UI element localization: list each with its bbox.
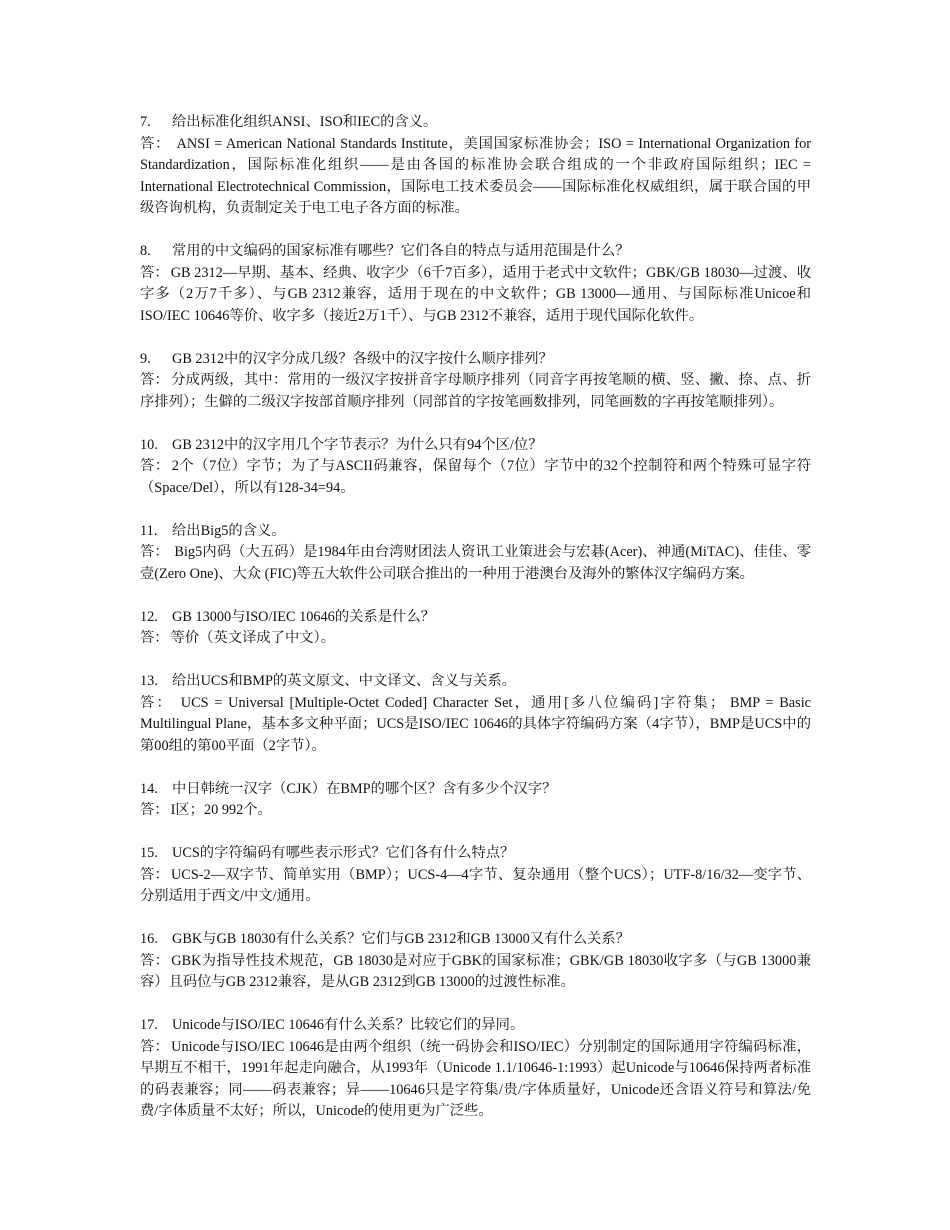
answer-text: 等价（英文译成了中文）。 — [170, 630, 336, 646]
answer — [140, 456, 811, 499]
answer-text: UCS-2—双字节、简单实用（BMP）；UCS-4—4字节、复杂通用（整个UCS）；UTF-8/16/32—变字节、分别适用于西文/中文/通用。 — [140, 866, 811, 904]
question — [140, 607, 811, 629]
answer-label: 答： — [140, 264, 169, 281]
answer-label: 答： — [140, 372, 170, 388]
answer — [140, 542, 811, 585]
question-text: 给出Big5的含义。 — [172, 522, 286, 539]
question-number: 10. — [140, 436, 158, 453]
answer — [140, 628, 811, 650]
answer — [140, 800, 811, 822]
qa-item-10 — [140, 435, 811, 500]
answer — [140, 951, 811, 994]
answer-label: 答： — [140, 802, 169, 818]
question-number: 12. — [140, 608, 158, 625]
question — [140, 843, 811, 865]
question-text: GBK与GB 18030有什么关系？它们与GB 2312和GB 13000又有什么关系？ — [172, 931, 630, 947]
answer-label: 答： — [140, 694, 173, 711]
question-number: 14. — [140, 780, 158, 797]
answer-text: 分成两级，其中：常用的一级汉字按拼音字母顺序排列（同音字再按笔顺的横、竖、撇、捺、点、折序排列）；生僻的二级汉字按部首顺序排列（同部首的字按笔画数排列，同笔画数的字再按笔顺排列）。 — [140, 372, 812, 410]
answer-label: 答： — [140, 544, 169, 560]
question-number: 15. — [140, 845, 158, 861]
question-text: Unicode与ISO/IEC 10646有什么关系？比较它们的异同。 — [172, 1017, 525, 1033]
question-text: UCS的字符编码有哪些表示形式？它们各有什么特点？ — [172, 845, 515, 861]
answer-label: 答： — [140, 866, 169, 883]
qa-item-17 — [140, 1015, 811, 1123]
question-number: 11. — [140, 522, 158, 539]
answer-label: 答： — [140, 458, 170, 474]
document-page — [140, 112, 811, 1144]
answer-label: 答： — [140, 135, 171, 152]
question-text: GB 2312中的汉字分成几级？各级中的汉字按什么顺序排列？ — [172, 350, 553, 367]
question — [140, 929, 811, 951]
answer-label: 答： — [140, 630, 169, 646]
answer — [140, 865, 811, 908]
qa-item-8 — [140, 241, 811, 327]
question-text: 给出标准化组织ANSI、ISO和IEC的含义。 — [172, 114, 438, 130]
question — [140, 521, 811, 543]
question — [140, 779, 811, 801]
answer — [140, 134, 811, 220]
answer-text: UCS = Universal [Multiple-Octet Coded] Character Set，通用[多八位编码]字符集； BMP = Basic Multilingual Plane，基本多文种平面；UCS是ISO/IEC 10646的具体字符编码方案（4字节），BMP是UCS中的第00组的第00平面（2字节）。 — [140, 694, 812, 754]
question-text: GB 2312中的汉字用几个字节表示？为什么只有94个区/位？ — [172, 436, 543, 453]
answer — [140, 370, 811, 413]
answer-text: 2个（7位）字节；为了与ASCII码兼容，保留每个（7位）字节中的32个控制符和两个特殊可显字符（Space/Del），所以有128-34=94。 — [140, 458, 811, 496]
answer-label: 答： — [140, 1038, 170, 1055]
question — [140, 435, 811, 457]
answer-text: Big5内码（大五码）是1984年由台湾财团法人资讯工业策进会与宏碁(Acer)、神通(MiTAC)、佳佳、零壹(Zero One)、大众 (FIC)等五大软件公司联合推出的一种用于港澳台及海外的繁体汉字编码方案。 — [140, 544, 811, 582]
question — [140, 349, 811, 371]
qa-item-11 — [140, 521, 811, 586]
answer-text: I区；20 992个。 — [170, 802, 272, 818]
question — [140, 112, 811, 134]
qa-item-9 — [140, 349, 811, 414]
question-text: 中日韩统一汉字（CJK）在BMP的哪个区？含有多少个汉字？ — [172, 780, 557, 797]
question-number: 13. — [140, 673, 158, 689]
qa-item-16 — [140, 929, 811, 994]
answer — [140, 263, 811, 328]
answer-text: GB 2312—早期、基本、经典、收字少（6千7百多），适用于老式中文软件；GBK/GB 18030—过渡、收字多（2万7千多）、与GB 2312兼容，适用于现在的中文软件；GB 13000—通用、与国际标准Unicoe和ISO/IEC 10646等价、收字多（接近2万1千）、与GB 2312不兼容，适用于现代国际化软件。 — [140, 264, 812, 324]
answer-text: GBK为指导性技术规范，GB 18030是对应于GBK的国家标准；GBK/GB 18030收字多（与GB 13000兼容）且码位与GB 2312兼容，是从GB 2312到GB 13000的过渡性标准。 — [140, 952, 812, 990]
question-number: 17. — [140, 1017, 158, 1033]
qa-item-13 — [140, 671, 811, 757]
question-text: GB 13000与ISO/IEC 10646的关系是什么？ — [172, 608, 435, 625]
question — [140, 671, 811, 693]
answer-text: ANSI = American National Standards Institute，美国国家标准协会；ISO = International Organization for Standardization，国际标准化组织——是由各国的标准协会联合组成的一个非政府国际组织；IEC = International Electrotechnical Commission，国际电工技术委员会——国际标准化权威组织，属于联合国的甲级咨询机构，负责制定关于电工电子各方面的标准。 — [140, 135, 812, 216]
question — [140, 241, 811, 263]
question-number: 7. — [140, 114, 151, 130]
question-number: 8. — [140, 243, 151, 259]
question-number: 9. — [140, 350, 151, 367]
qa-item-15 — [140, 843, 811, 908]
question-number: 16. — [140, 931, 158, 947]
answer — [140, 1037, 811, 1123]
qa-item-12 — [140, 607, 811, 650]
question — [140, 1015, 811, 1037]
answer-label: 答： — [140, 952, 170, 969]
qa-item-14 — [140, 779, 811, 822]
answer-text: Unicode与ISO/IEC 10646是由两个组织（统一码协会和ISO/IEC）分别制定的国际通用字符编码标准，早期互不相干，1991年起走向融合，从1993年（Unicode 1.1/10646-1:1993）起Unicode与10646保持两者标准的码表兼容；同——码表兼容；异——10646只是字符集/贵/字体质量好，Unicode还含语义符号和算法/免费/字体质量不太好；所以，Unicode的使用更为广泛些。 — [140, 1038, 812, 1119]
question-text: 常用的中文编码的国家标准有哪些？它们各自的特点与适用范围是什么？ — [172, 243, 630, 259]
answer — [140, 693, 811, 758]
question-text: 给出UCS和BMP的英文原文、中文译文、含义与关系。 — [172, 673, 516, 689]
qa-item-7 — [140, 112, 811, 220]
